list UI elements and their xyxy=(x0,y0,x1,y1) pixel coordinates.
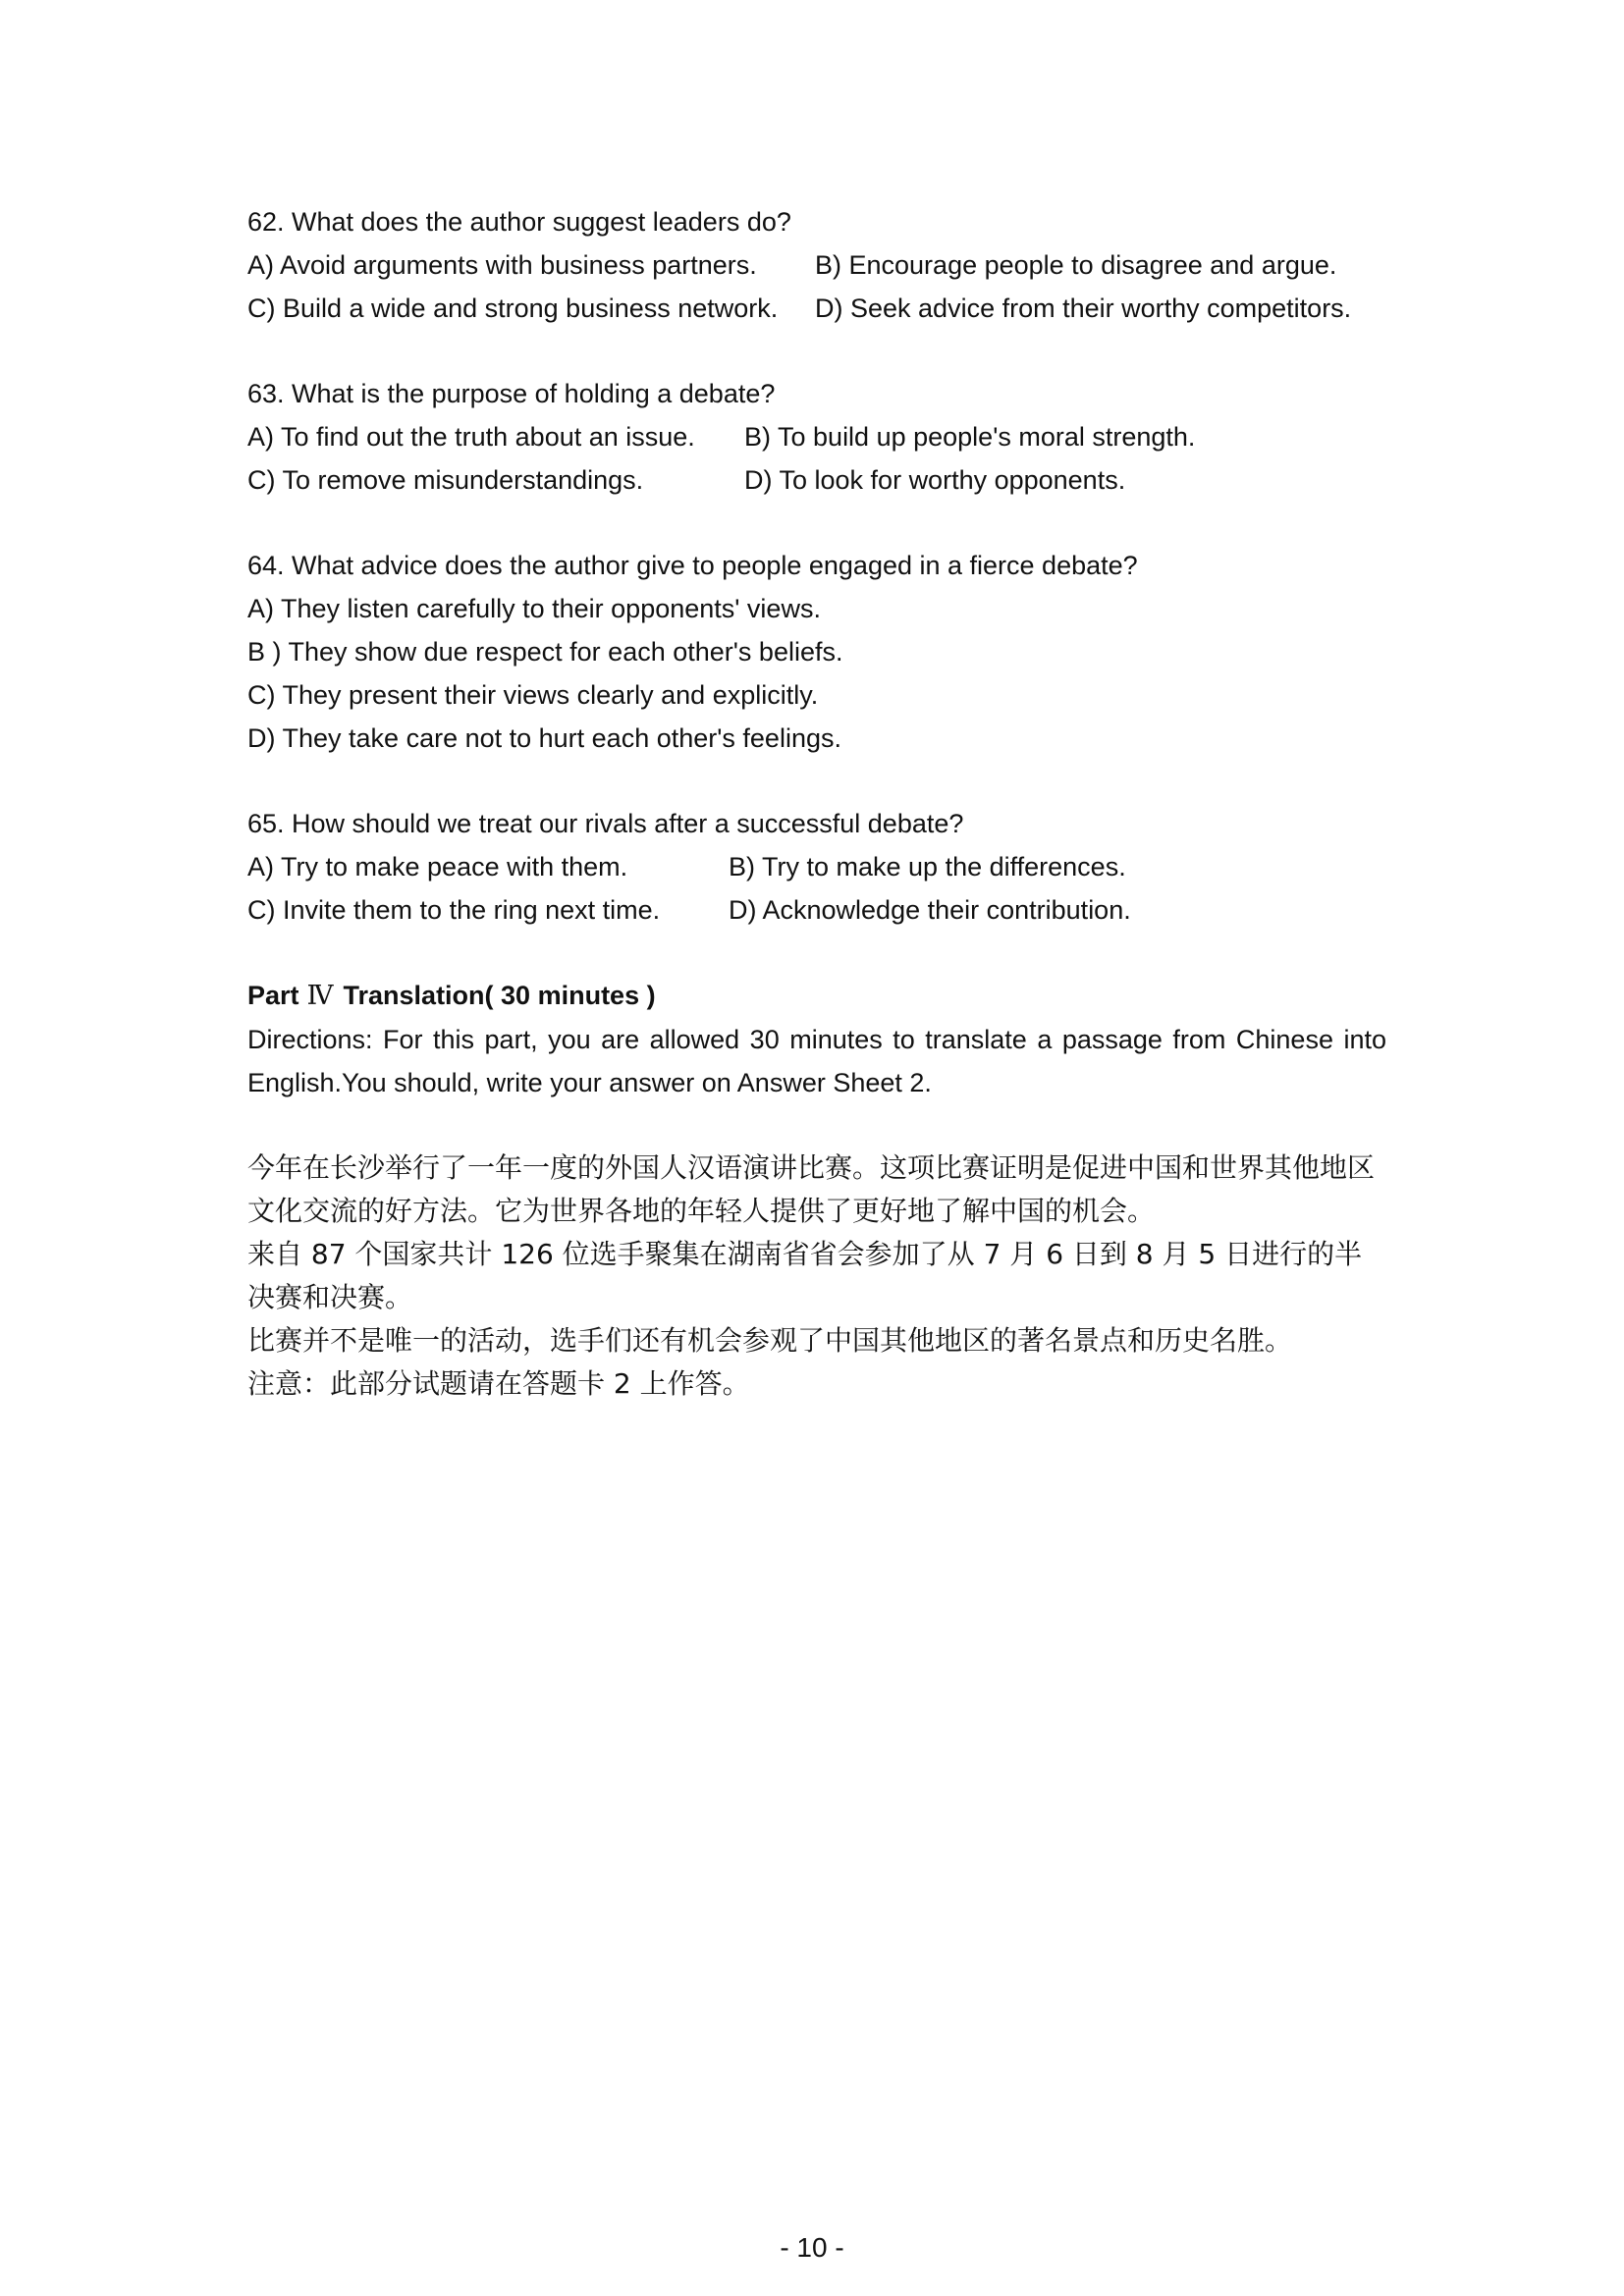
part-title: Translation( 30 minutes ) xyxy=(343,981,656,1010)
page-number: - 10 - xyxy=(780,2232,844,2263)
option-row xyxy=(247,888,1386,932)
question-63 xyxy=(247,372,1386,502)
option-row xyxy=(247,287,1386,330)
option-row xyxy=(247,415,1386,458)
option-b: B ) They show due respect for each other's beliefs. xyxy=(247,637,843,667)
page-content xyxy=(247,200,1386,1406)
option-d: D) Acknowledge their contribution. xyxy=(729,895,1131,925)
answer-note: 注意：此部分试题请在答题卡 2 上作答。 xyxy=(247,1367,750,1400)
option-row xyxy=(247,845,1386,888)
option-b: B) Encourage people to disagree and argue. xyxy=(815,250,1337,280)
option-row xyxy=(247,243,1386,287)
question-stem: 65. How should we treat our rivals after a successful debate? xyxy=(247,809,964,838)
passage-paragraph: 比赛并不是唯一的活动，选手们还有机会参观了中国其他地区的著名景点和历史名胜。 xyxy=(247,1324,1293,1357)
question-stem: 62. What does the author suggest leaders do? xyxy=(247,207,791,237)
question-stem: 64. What advice does the author give to people engaged in a fierce debate? xyxy=(247,551,1138,580)
question-65 xyxy=(247,802,1386,932)
option-c: C) To remove misunderstandings. xyxy=(247,465,644,495)
passage-paragraph: 今年在长沙举行了一年一度的外国人汉语演讲比赛。这项比赛证明是促进中国和世界其他地区文化交流的好方法。它为世界各地的年轻人提供了更好地了解中国的机会。 xyxy=(247,1151,1376,1227)
part-label: Part xyxy=(247,981,299,1010)
part-heading xyxy=(247,974,1386,1018)
option-a: A) Avoid arguments with business partners. xyxy=(247,250,757,280)
option-b: B) Try to make up the differences. xyxy=(729,852,1126,881)
option-a: A) They listen carefully to their opponents' views. xyxy=(247,594,821,623)
option-c: C) They present their views clearly and explicitly. xyxy=(247,680,819,710)
directions-text: Directions: For this part, you are allowed 30 minutes to translate a passage from Chinese into English.You should, write your answer on Answer Sheet 2. xyxy=(247,1025,1386,1097)
passage-paragraph: 来自 87 个国家共计 126 位选手聚集在湖南省省会参加了从 7 月 6 日到 8 月 5 日进行的半决赛和决赛。 xyxy=(247,1238,1363,1313)
option-a: A) Try to make peace with them. xyxy=(247,852,628,881)
question-62 xyxy=(247,200,1386,330)
option-a: A) To find out the truth about an issue. xyxy=(247,422,695,452)
question-stem: 63. What is the purpose of holding a debate? xyxy=(247,379,776,408)
option-c: C) Build a wide and strong business network. xyxy=(247,294,779,323)
question-64 xyxy=(247,544,1386,760)
option-row xyxy=(247,458,1386,502)
option-d: D) Seek advice from their worthy competitors. xyxy=(815,294,1352,323)
option-d: D) They take care not to hurt each other's feelings. xyxy=(247,723,841,753)
option-d: D) To look for worthy opponents. xyxy=(744,465,1126,495)
option-c: C) Invite them to the ring next time. xyxy=(247,895,661,925)
option-b: B) To build up people's moral strength. xyxy=(744,422,1196,452)
part-roman-numeral: Ⅳ xyxy=(306,981,334,1011)
translation-passage xyxy=(247,1147,1386,1406)
